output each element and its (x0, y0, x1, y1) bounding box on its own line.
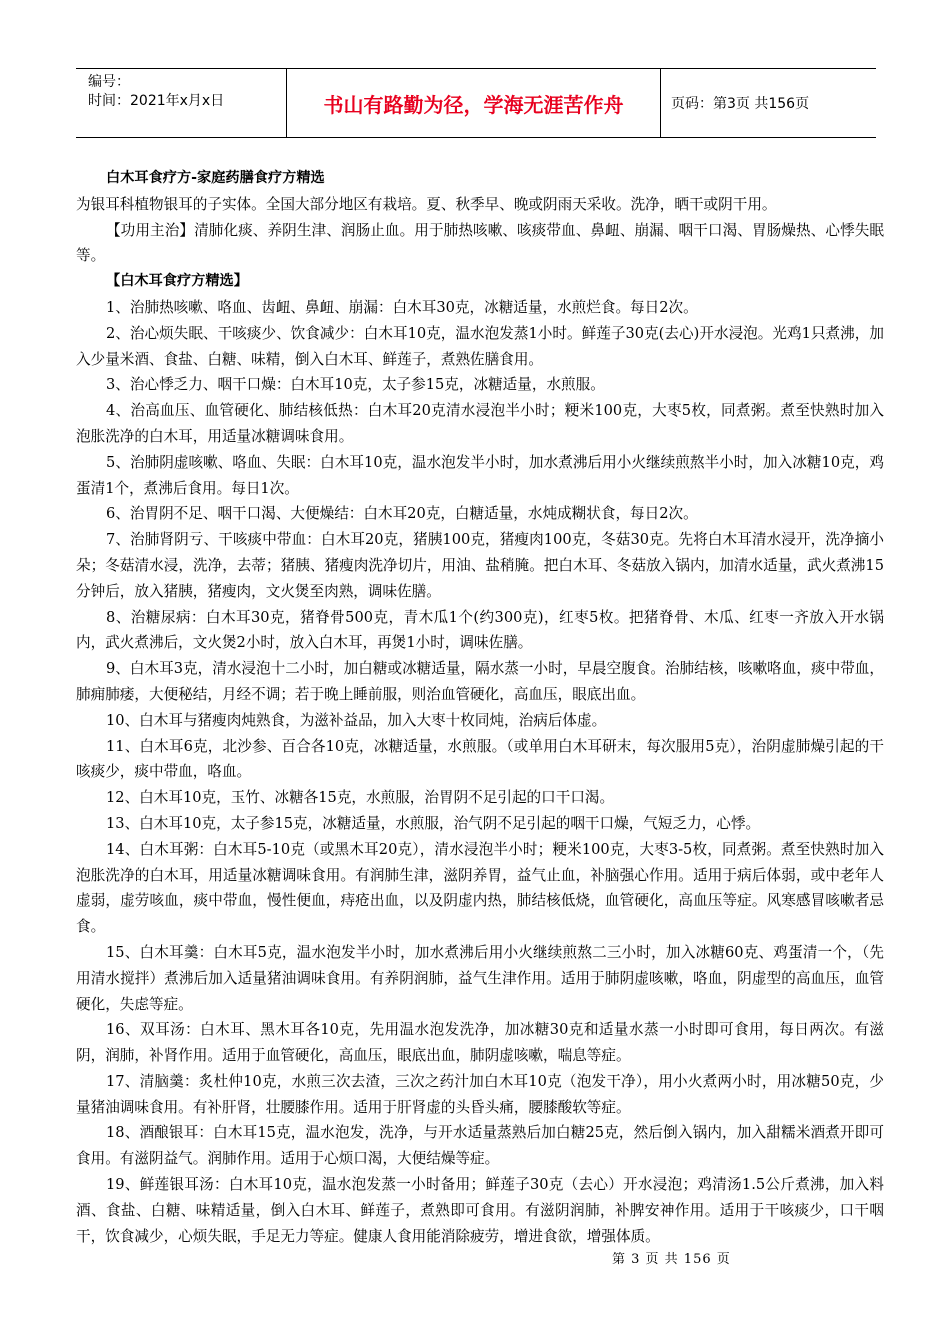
recipe-item: 3、治心悸乏力、咽干口燥：白木耳10克，太子参15克，冰糖适量，水煎服。 (106, 376, 605, 394)
recipe-item: 13、白木耳10克，太子参15克，冰糖适量，水煎服，治气阴不足引起的咽干口燥，气短乏力，心悸。 (106, 814, 761, 832)
intro-paragraph: 为银耳科植物银耳的子实体。全国大部分地区有栽培。夏、秋季早、晚或阴雨天采收。洗净，晒干或阴干用。 (76, 195, 777, 213)
recipe-item: 11、白木耳6克，北沙参、百合各10克，冰糖适量，水煎服。（或单用白木耳研末，每次服用5克），治阴虚肺燥引起的干咳痰少，痰中带血，咯血。 (76, 737, 884, 781)
time-label: 时间：2021年x月x日 (88, 93, 225, 109)
header-divider (660, 69, 661, 137)
page-footer: 第 3 页 共 156 页 (612, 1252, 731, 1267)
recipe-item: 7、治肺肾阴亏、干咳痰中带血：白木耳20克，猪胰100克，猪瘦肉100克，冬菇30克。先将白木耳清水浸开，洗净摘小朵；冬菇清水浸，洗净，去蒂；猪胰、猪瘦肉洗净切片，用油、盐稍腌。把白木耳、冬菇放入锅内，加清水适量，武火煮沸15分钟后，放入猪胰，猪瘦肉，文火煲至肉熟，调味佐膳。 (76, 531, 884, 600)
recipe-item: 17、清脑羹：炙杜仲10克，水煎三次去渣，三次之药汁加白木耳10克（泡发干净），用小火煮两小时，用冰糖50克，少量猪油调味食用。有补肝肾，壮腰膝作用。适用于肝肾虚的头昏头痛，腰膝酸软等症。 (76, 1072, 884, 1116)
recipe-item: 1、治肺热咳嗽、咯血、齿衄、鼻衄、崩漏：白木耳30克，冰糖适量，水煎烂食。每日2次。 (106, 298, 698, 316)
recipe-item: 8、治糖尿病：白木耳30克，猪脊骨500克，青木瓜1个(约300克)，红枣5枚。把猪脊骨、木瓜、红枣一齐放入开水锅内，武火煮沸后，文火煲2小时，放入白木耳，再煲1小时，调味佐膳。 (76, 608, 884, 652)
document-body (76, 166, 884, 1249)
recipe-item: 6、治胃阴不足、咽干口渴、大便燥结：白木耳20克，白糖适量，水炖成糊状食，每日2次。 (106, 505, 698, 523)
function-paragraph: 【功用主治】清肺化痰、养阴生津、润肠止血。用于肺热咳嗽、咳痰带血、鼻衄、崩漏、咽干口渴、胃肠燥热、心悸失眠等。 (76, 221, 884, 265)
recipe-item: 5、治肺阴虚咳嗽、咯血、失眠：白木耳10克，温水泡发半小时，加水煮沸后用小火继续煎熬半小时，加入冰糖10克，鸡蛋清1个，煮沸后食用。每日1次。 (76, 453, 884, 497)
recipe-item: 16、双耳汤：白木耳、黑木耳各10克，先用温水泡发洗净，加冰糖30克和适量水蒸一小时即可食用，每日两次。有滋阴，润肺，补肾作用。适用于血管硬化，高血压，眼底出血，肺阴虚咳嗽，喘息等症。 (76, 1021, 884, 1065)
page-header (76, 68, 876, 138)
section-heading: 【白木耳食疗方精选】 (106, 273, 248, 290)
document-title: 白木耳食疗方-家庭药膳食疗方精选 (106, 170, 325, 186)
header-page-label: 页码：第3页 共156页 (671, 96, 810, 112)
recipe-item: 19、鲜莲银耳汤：白木耳10克，温水泡发蒸一小时备用；鲜莲子30克（去心）开水浸泡；鸡清汤1.5公斤煮沸，加入料酒、食盐、白糖、味精适量，倒入白木耳、鲜莲子，煮熟即可食用。有滋阴润肺，补脾安神作用。适用于干咳痰少，口干咽干，饮食减少，心烦失眠，手足无力等症。健康人食用能消除疲劳，增进食欲，增强体质。 (76, 1176, 884, 1245)
recipe-item: 2、治心烦失眠、干咳痰少、饮食减少：白木耳10克，温水泡发蒸1小时。鲜莲子30克(去心)开水浸泡。光鸡1只煮沸，加入少量米酒、食盐、白糖、味精，倒入白木耳、鲜莲子，煮熟佐膳食用。 (76, 324, 884, 368)
code-label: 编号： (88, 74, 130, 90)
recipe-item: 4、治高血压、血管硬化、肺结核低热：白木耳20克清水浸泡半小时；粳米100克，大枣5枚，同煮粥。煮至快熟时加入泡胀洗净的白木耳，用适量冰糖调味食用。 (76, 402, 884, 445)
header-motto: 书山有路勤为径，学海无涯苦作舟 (323, 92, 624, 117)
recipe-item: 9、白木耳3克，清水浸泡十二小时，加白糖或冰糖适量，隔水蒸一小时，早晨空腹食。治肺结核，咳嗽咯血，痰中带血，肺痈肺痿，大便秘结，月经不调；若于晚上睡前服，则治血管硬化，高血压，眼底出血。 (76, 660, 884, 703)
recipe-item: 10、白木耳与猪瘦肉炖熟食，为滋补益品，加入大枣十枚同炖，治病后体虚。 (106, 711, 607, 729)
recipe-item: 12、白木耳10克，玉竹、冰糖各15克，水煎服，治胃阴不足引起的口干口渴。 (106, 789, 615, 807)
recipe-item: 18、酒酿银耳：白木耳15克，温水泡发，洗净，与开水适量蒸熟后加白糖25克，然后倒入锅内，加入甜糯米酒煮开即可食用。有滋阴益气。润肺作用。适用于心烦口渴，大便结燥等症。 (76, 1124, 884, 1168)
header-meta (88, 73, 288, 111)
recipe-item: 14、白木耳粥：白木耳5-10克（或黑木耳20克），清水浸泡半小时；粳米100克，大枣3-5枚，同煮粥。煮至快熟时加入泡胀洗净的白木耳，用适量冰糖调味食用。有润肺生津，滋阴养胃，益气止血，补脑强心作用。适用于病后体弱，或中老年人虚弱，虚劳咳血，痰中带血，慢性便血，痔疮出血，以及阴虚内热，肺结核低烧，血管硬化，高血压等症。风寒感冒咳嗽者忌食。 (76, 840, 884, 936)
recipe-item: 15、白木耳羹：白木耳5克，温水泡发半小时，加水煮沸后用小火继续煎熬二三小时，加入冰糖60克、鸡蛋清一个，（先用清水搅拌）煮沸后加入适量猪油调味食用。有养阴润肺，益气生津作用。适用于肺阴虚咳嗽，咯血，阴虚型的高血压，血管硬化，失虑等症。 (76, 943, 884, 1013)
